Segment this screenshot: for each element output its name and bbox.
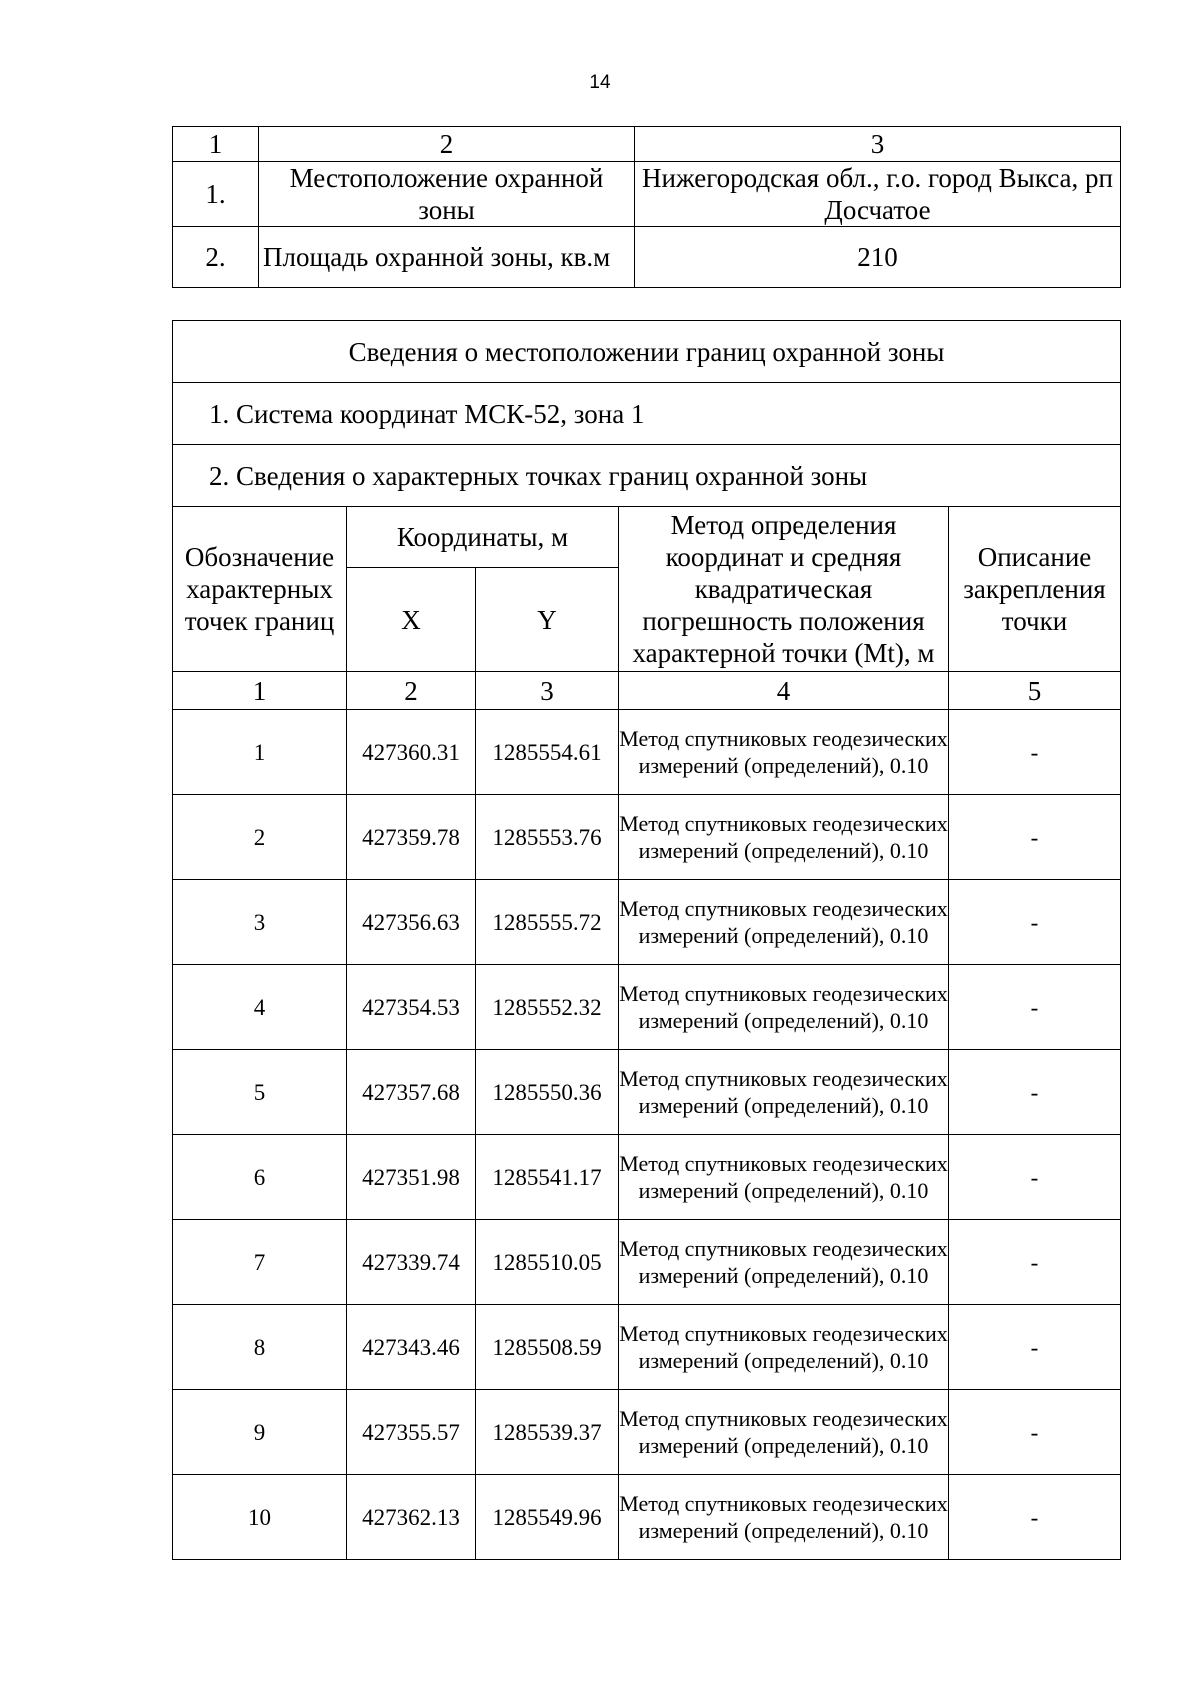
coordinate-system: 1. Система координат МСК-52, зона 1 bbox=[173, 383, 1121, 445]
column-number: 5 bbox=[949, 672, 1121, 710]
table-row bbox=[173, 1220, 1121, 1305]
table-row bbox=[173, 795, 1121, 880]
x-coordinate: 427362.13 bbox=[347, 1475, 476, 1560]
row-value: Нижегородская обл., г.о. город Выкса, рп Досчатое bbox=[635, 162, 1121, 227]
description-cell: - bbox=[949, 1220, 1121, 1305]
column-number: 1 bbox=[173, 127, 259, 162]
x-coordinate: 427339.74 bbox=[347, 1220, 476, 1305]
description-cell: - bbox=[949, 965, 1121, 1050]
y-coordinate: 1285510.05 bbox=[476, 1220, 619, 1305]
point-number: 1 bbox=[173, 710, 347, 795]
row-value: 210 bbox=[635, 227, 1121, 288]
description-cell: - bbox=[949, 710, 1121, 795]
point-number: 10 bbox=[173, 1475, 347, 1560]
method-cell: Метод спутниковых геодезических измерений (определений), 0.10 bbox=[619, 1050, 949, 1135]
point-number: 8 bbox=[173, 1305, 347, 1390]
column-number: 2 bbox=[259, 127, 635, 162]
table-row bbox=[173, 965, 1121, 1050]
y-coordinate: 1285508.59 bbox=[476, 1305, 619, 1390]
method-cell: Метод спутниковых геодезических измерений (определений), 0.10 bbox=[619, 795, 949, 880]
column-number: 3 bbox=[635, 127, 1121, 162]
method-cell: Метод спутниковых геодезических измерений (определений), 0.10 bbox=[619, 1475, 949, 1560]
method-header: Метод определения координат и средняя квадратическая погрешность положения характерной точки (Mt), м bbox=[619, 507, 949, 672]
y-coordinate: 1285555.72 bbox=[476, 880, 619, 965]
zone-info-table bbox=[172, 126, 1121, 288]
y-coordinate: 1285552.32 bbox=[476, 965, 619, 1050]
coordinate-system-row bbox=[173, 383, 1121, 445]
table-row bbox=[173, 227, 1121, 288]
designation-header: Обозначение характерных точек границ bbox=[173, 507, 347, 672]
table-title-row bbox=[173, 321, 1121, 383]
coordinates-header: Координаты, м bbox=[347, 507, 619, 568]
x-coordinate: 427355.57 bbox=[347, 1390, 476, 1475]
table-row bbox=[173, 880, 1121, 965]
column-number: 3 bbox=[476, 672, 619, 710]
row-label: Местоположение охранной зоны bbox=[259, 162, 635, 227]
point-number: 3 bbox=[173, 880, 347, 965]
point-number: 6 bbox=[173, 1135, 347, 1220]
table-header-row bbox=[173, 127, 1121, 162]
point-number: 9 bbox=[173, 1390, 347, 1475]
points-heading-row bbox=[173, 445, 1121, 507]
y-header: Y bbox=[476, 568, 619, 672]
points-heading: 2. Сведения о характерных точках границ охранной зоны bbox=[173, 445, 1121, 507]
page-number: 14 bbox=[589, 72, 611, 93]
x-coordinate: 427351.98 bbox=[347, 1135, 476, 1220]
method-cell: Метод спутниковых геодезических измерений (определений), 0.10 bbox=[619, 1220, 949, 1305]
description-cell: - bbox=[949, 1135, 1121, 1220]
y-coordinate: 1285550.36 bbox=[476, 1050, 619, 1135]
x-coordinate: 427354.53 bbox=[347, 965, 476, 1050]
point-number: 7 bbox=[173, 1220, 347, 1305]
y-coordinate: 1285549.96 bbox=[476, 1475, 619, 1560]
table-row bbox=[173, 162, 1121, 227]
x-coordinate: 427343.46 bbox=[347, 1305, 476, 1390]
x-header: X bbox=[347, 568, 476, 672]
x-coordinate: 427359.78 bbox=[347, 795, 476, 880]
table-header-row bbox=[173, 507, 1121, 568]
x-coordinate: 427356.63 bbox=[347, 880, 476, 965]
row-number: 2. bbox=[173, 227, 259, 288]
column-number: 4 bbox=[619, 672, 949, 710]
x-coordinate: 427357.68 bbox=[347, 1050, 476, 1135]
y-coordinate: 1285541.17 bbox=[476, 1135, 619, 1220]
description-cell: - bbox=[949, 1050, 1121, 1135]
y-coordinate: 1285553.76 bbox=[476, 795, 619, 880]
method-cell: Метод спутниковых геодезических измерений (определений), 0.10 bbox=[619, 1135, 949, 1220]
description-cell: - bbox=[949, 1390, 1121, 1475]
point-number: 5 bbox=[173, 1050, 347, 1135]
row-number: 1. bbox=[173, 162, 259, 227]
table-row bbox=[173, 1305, 1121, 1390]
table-title: Сведения о местоположении границ охранной зоны bbox=[173, 321, 1121, 383]
x-coordinate: 427360.31 bbox=[347, 710, 476, 795]
method-cell: Метод спутниковых геодезических измерений (определений), 0.10 bbox=[619, 1390, 949, 1475]
description-header: Описание закрепления точки bbox=[949, 507, 1121, 672]
table-row bbox=[173, 1050, 1121, 1135]
column-number: 1 bbox=[173, 672, 347, 710]
description-cell: - bbox=[949, 1305, 1121, 1390]
column-numbers-row bbox=[173, 672, 1121, 710]
method-cell: Метод спутниковых геодезических измерений (определений), 0.10 bbox=[619, 880, 949, 965]
description-cell: - bbox=[949, 880, 1121, 965]
boundary-coordinates-table bbox=[172, 320, 1121, 1560]
table-row bbox=[173, 1135, 1121, 1220]
description-cell: - bbox=[949, 795, 1121, 880]
method-cell: Метод спутниковых геодезических измерений (определений), 0.10 bbox=[619, 965, 949, 1050]
method-cell: Метод спутниковых геодезических измерений (определений), 0.10 bbox=[619, 1305, 949, 1390]
point-number: 2 bbox=[173, 795, 347, 880]
description-cell: - bbox=[949, 1475, 1121, 1560]
method-cell: Метод спутниковых геодезических измерений (определений), 0.10 bbox=[619, 710, 949, 795]
point-number: 4 bbox=[173, 965, 347, 1050]
y-coordinate: 1285539.37 bbox=[476, 1390, 619, 1475]
y-coordinate: 1285554.61 bbox=[476, 710, 619, 795]
table-row bbox=[173, 1475, 1121, 1560]
row-label: Площадь охранной зоны, кв.м bbox=[259, 227, 635, 288]
table-row bbox=[173, 710, 1121, 795]
table-row bbox=[173, 1390, 1121, 1475]
column-number: 2 bbox=[347, 672, 476, 710]
